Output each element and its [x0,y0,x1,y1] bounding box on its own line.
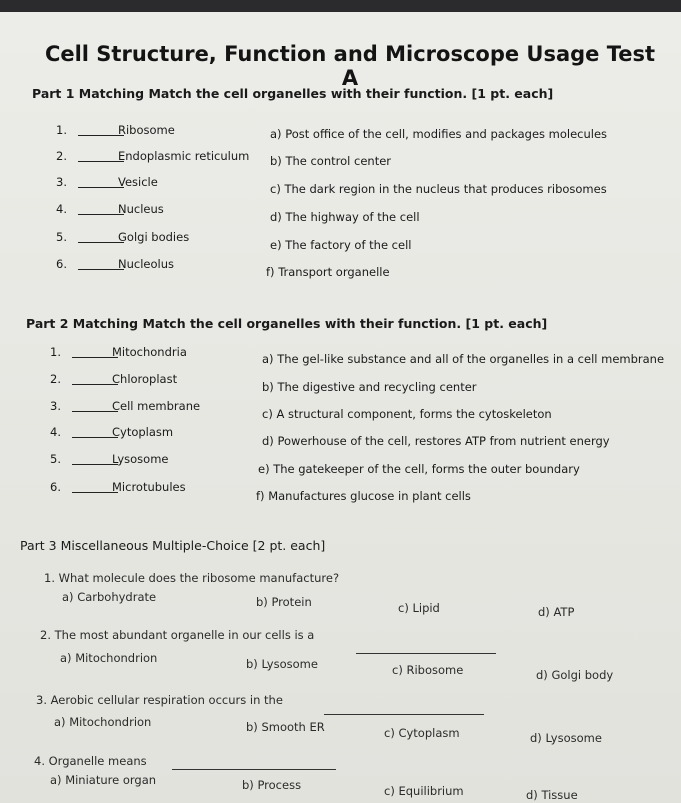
item-number: 2. [50,372,61,386]
part2-heading: Part 2 Matching Match the cell organelles with their function. [1 pt. each] [26,316,548,331]
organelle-term: Mitochondria [112,345,187,359]
q1-option-d[interactable]: d) ATP [538,605,575,619]
organelle-term: Vesicle [118,175,158,189]
item-number: 1. [56,123,67,137]
q1-option-a[interactable]: a) Carbohydrate [62,590,157,604]
page-title: Cell Structure, Function and Microscope Usage Test A [44,42,656,90]
item-number: 6. [50,480,61,494]
item-number: 4. [50,425,61,439]
answer-blank-line[interactable] [356,653,496,654]
part1-heading: Part 1 Matching Match the cell organelles with their function. [1 pt. each] [32,86,554,101]
part1-def-a: a) Post office of the cell, modifies and packages molecules [270,127,608,141]
part3-heading: Part 3 Miscellaneous Multiple-Choice [2 pt. each] [20,538,326,553]
item-number: 1. [50,345,61,359]
organelle-term: Microtubules [112,480,186,494]
q3-option-a[interactable]: a) Mitochondrion [54,715,152,729]
q2-option-a[interactable]: a) Mitochondrion [60,651,158,665]
q4-option-d[interactable]: d) Tissue [526,788,578,802]
answer-blank-line[interactable] [324,714,484,715]
organelle-term: Chloroplast [112,372,178,386]
part2-def-f: f) Manufactures glucose in plant cells [256,489,471,503]
part2-def-e: e) The gatekeeper of the cell, forms the outer boundary [258,462,580,476]
item-number: 5. [56,230,67,244]
item-number: 5. [50,452,61,466]
part2-def-d: d) Powerhouse of the cell, restores ATP from nutrient energy [262,434,610,448]
q1-option-b[interactable]: b) Protein [256,595,312,609]
question-3: 3. Aerobic cellular respiration occurs in the [36,693,283,707]
item-number: 6. [56,257,67,271]
q2-option-d[interactable]: d) Golgi body [536,668,614,682]
item-number: 4. [56,202,67,216]
question-2: 2. The most abundant organelle in our cells is a [40,628,315,642]
organelle-term: Cell membrane [112,399,201,413]
question-4: 4. Organelle means [34,754,147,768]
part2-def-a: a) The gel-like substance and all of the organelles in a cell membrane [262,352,665,366]
question-1: 1. What molecule does the ribosome manufacture? [44,571,340,585]
organelle-term: Nucleus [118,202,164,216]
item-number: 3. [56,175,67,189]
part1-def-d: d) The highway of the cell [270,210,420,224]
q2-option-b[interactable]: b) Lysosome [246,657,318,671]
part2-def-c: c) A structural component, forms the cytoskeleton [262,407,552,421]
q1-option-c[interactable]: c) Lipid [398,601,440,615]
q3-option-d[interactable]: d) Lysosome [530,731,602,745]
part1-def-f: f) Transport organelle [266,265,390,279]
part1-def-c: c) The dark region in the nucleus that produces ribosomes [270,182,607,196]
part1-def-b: b) The control center [270,154,392,168]
part1-def-e: e) The factory of the cell [270,238,412,252]
q4-option-a[interactable]: a) Miniature organ [50,773,157,787]
q3-option-c[interactable]: c) Cytoplasm [384,726,460,740]
organelle-term: Cytoplasm [112,425,174,439]
organelle-term: Endoplasmic reticulum [118,149,250,163]
item-number: 2. [56,149,67,163]
q4-option-c[interactable]: c) Equilibrium [384,784,464,798]
q4-option-b[interactable]: b) Process [242,778,302,792]
organelle-term: Nucleolus [118,257,174,271]
organelle-term: Lysosome [112,452,169,466]
answer-blank-line[interactable] [172,769,336,770]
organelle-term: Ribosome [118,123,175,137]
organelle-term: Golgi bodies [118,230,190,244]
q3-option-b[interactable]: b) Smooth ER [246,720,325,734]
part2-def-b: b) The digestive and recycling center [262,380,477,394]
item-number: 3. [50,399,61,413]
q2-option-c[interactable]: c) Ribosome [392,663,464,677]
